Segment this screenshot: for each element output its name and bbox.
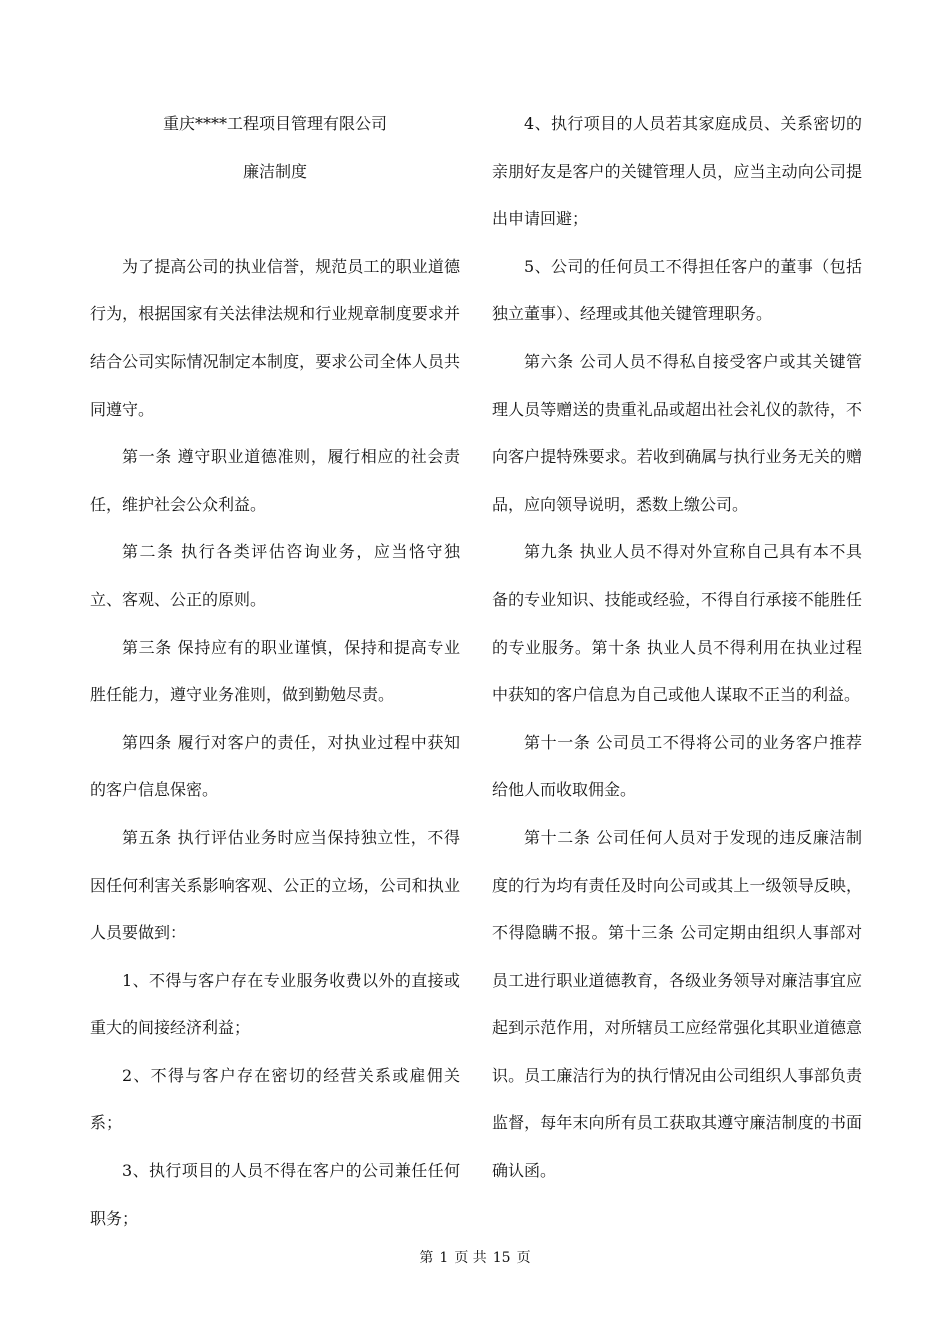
footer-suffix: 页 — [516, 1250, 531, 1266]
current-page-number: 1 — [439, 1250, 449, 1266]
intro-paragraph: 为了提高公司的执业信誉，规范员工的职业道德行为，根据国家有关法律法规和行业规章制度要求并结合公司实际情况制定本制度，要求公司全体人员共同遵守。 — [90, 256, 460, 419]
left-column — [90, 100, 460, 1242]
right-column — [492, 100, 862, 1195]
article-5-item-2: 2、不得与客户存在密切的经营关系或雇佣关系； — [90, 1065, 460, 1133]
article-4: 第四条 履行对客户的责任，对执业过程中获知的客户信息保密。 — [90, 732, 460, 800]
article-9-10: 第九条 执业人员不得对外宣称自己具有本不具备的专业知识、技能或经验，不得自行承接不能胜任的专业服务。第十条 执业人员不得利用在执业过程中获知的客户信息为自己或他人谋取不正当的利益。 — [492, 542, 862, 705]
article-2: 第二条 执行各类评估咨询业务，应当恪守独立、客观、公正的原则。 — [90, 542, 460, 609]
article-11: 第十一条 公司员工不得将公司的业务客户推荐给他人而收取佣金。 — [492, 732, 862, 800]
article-6: 第六条 公司人员不得私自接受客户或其关键管理人员等赠送的贵重礼品或超出社会礼仪的款待，不向客户提特殊要求。若收到确属与执行业务无关的赠品，应向领导说明，悉数上缴公司。 — [492, 351, 862, 514]
page-footer — [0, 1248, 950, 1268]
total-page-count: 15 — [492, 1250, 511, 1266]
article-5-item-1: 1、不得与客户存在专业服务收费以外的直接或重大的间接经济利益； — [90, 970, 460, 1038]
article-3: 第三条 保持应有的职业谨慎，保持和提高专业胜任能力，遵守业务准则，做到勤勉尽责。 — [90, 637, 460, 705]
article-5: 第五条 执行评估业务时应当保持独立性，不得因任何利害关系影响客观、公正的立场，公司和执业人员要做到： — [90, 827, 460, 943]
article-1: 第一条 遵守职业道德准则，履行相应的社会责任，维护社会公众利益。 — [90, 447, 460, 514]
article-5-item-3: 3、执行项目的人员不得在客户的公司兼任任何职务； — [90, 1161, 460, 1228]
article-5-item-4: 4、执行项目的人员若其家庭成员、关系密切的亲朋好友是客户的关键管理人员，应当主动向公司提出申请回避； — [492, 114, 862, 229]
footer-prefix: 第 — [419, 1250, 434, 1266]
company-name: 重庆****工程项目管理有限公司 — [162, 114, 387, 133]
article-5-item-5: 5、公司的任何员工不得担任客户的董事（包括独立董事）、经理或其他关键管理职务。 — [492, 256, 862, 324]
document-title: 廉洁制度 — [242, 161, 307, 181]
spacer — [90, 195, 460, 243]
footer-middle: 页 共 — [454, 1250, 487, 1266]
article-12-13: 第十二条 公司任何人员对于发现的违反廉洁制度的行为均有责任及时向公司或其上一级领导反映，不得隐瞒不报。第十三条 公司定期由组织人事部对员工进行职业道德教育，各级业务领导对廉洁事宜应起到示范作用，对所辖员工应经常强化其职业道德意识。员工廉洁行为的执行情况由公司组织人事部负责监督，每年末向所有员工获取其遵守廉洁制度的书面确认函。 — [492, 827, 862, 1181]
